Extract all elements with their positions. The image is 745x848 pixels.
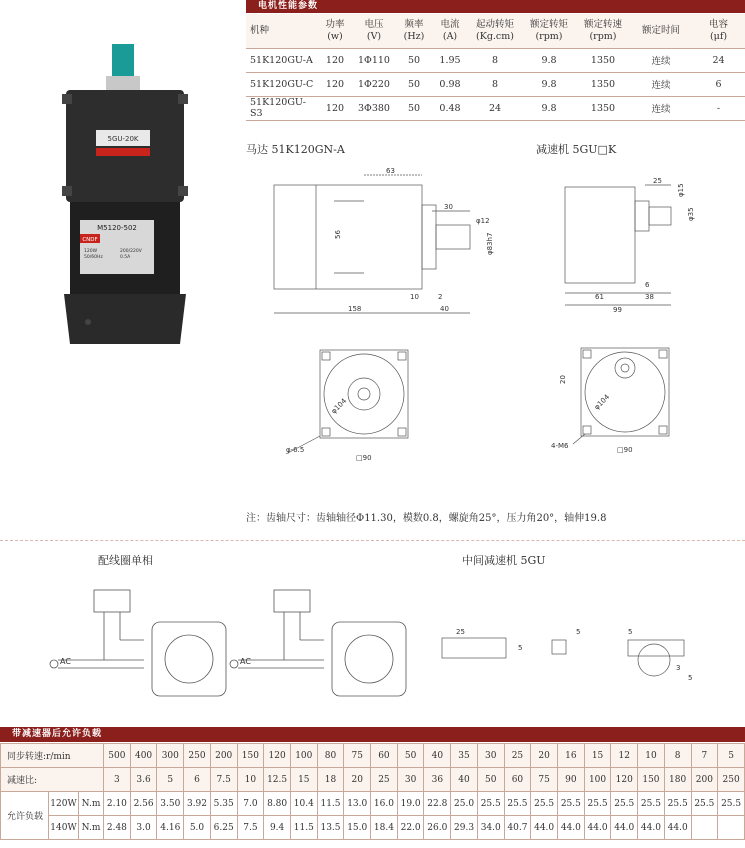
load-cell: 2.10 (104, 792, 131, 816)
speed-cell: 40 (424, 744, 451, 768)
load-cell: 11.5 (317, 792, 344, 816)
ratio-cell: 7.5 (210, 768, 237, 792)
load-cell: 7.5 (237, 816, 264, 840)
svg-text:120W: 120W (84, 249, 98, 254)
load-cell: 44.0 (664, 816, 691, 840)
svg-text:AC: AC (60, 657, 71, 666)
ratio-cell: 250 (718, 768, 745, 792)
load-cell: 44.0 (584, 816, 611, 840)
load-cell: 25.5 (664, 792, 691, 816)
speed-cell: 75 (344, 744, 371, 768)
speed-cell: 20 (531, 744, 558, 768)
speed-cell: 150 (237, 744, 264, 768)
wiring-title: 配线圈单相 (98, 554, 153, 567)
speed-cell: 15 (584, 744, 611, 768)
load-cell: 29.3 (451, 816, 478, 840)
svg-text:5: 5 (688, 674, 693, 682)
mid-gearbox-title: 中间减速机 5GU (462, 554, 546, 567)
col-header: 机种 (246, 14, 318, 48)
svg-text:AC: AC (240, 657, 251, 666)
gearbox-drawing-title: 减速机 5GU□K (536, 143, 617, 156)
load-cell: 8.80 (264, 792, 291, 816)
svg-text:5: 5 (518, 644, 523, 652)
load-row-120w: 允许负载 120W N.m 2.10 2.56 3.50 3.92 5.35 7.0 8.80 10.4 11.5 13.0 16.0 19.0 22.8 25.0 25.5 25.5 25.5 25.5 25.5 25.5 25.5 25.5 25.5 25.5 (1, 792, 745, 816)
motor-label: M5120-502 (97, 224, 137, 232)
svg-text:56: 56 (334, 230, 342, 239)
speed-cell: 300 (157, 744, 184, 768)
load-cell: 40.7 (504, 816, 531, 840)
svg-text:20: 20 (559, 375, 567, 384)
svg-text:5: 5 (576, 628, 581, 636)
load-cell: 22.0 (397, 816, 424, 840)
gear-label: 5GU-20K (107, 135, 139, 143)
gearbox-side-drawing (555, 175, 705, 315)
load-cell: 13.5 (317, 816, 344, 840)
ratio-cell: 30 (397, 768, 424, 792)
load-cell: 13.0 (344, 792, 371, 816)
motor-side-drawing (260, 165, 500, 325)
load-cell (691, 816, 718, 840)
load-cell: 44.0 (638, 816, 665, 840)
ratio-cell: 50 (477, 768, 504, 792)
col-header: 频率 (Hz) (396, 14, 432, 48)
speed-cell: 60 (371, 744, 398, 768)
svg-text:□90: □90 (356, 454, 372, 462)
col-header: 电容 (μf) (692, 14, 745, 48)
performance-header: 电机性能参数 (246, 0, 745, 13)
load-cell: 25.5 (477, 792, 504, 816)
col-header: 功率 (w) (318, 14, 352, 48)
load-cell: 15.0 (344, 816, 371, 840)
speed-cell: 16 (557, 744, 584, 768)
speed-cell: 120 (264, 744, 291, 768)
svg-text:61: 61 (595, 293, 604, 301)
svg-text:30: 30 (444, 203, 453, 211)
load-cell: 25.5 (718, 792, 745, 816)
ratio-cell: 100 (584, 768, 611, 792)
load-cell: 18.4 (371, 816, 398, 840)
svg-text:50/60Hz: 50/60Hz (84, 255, 103, 260)
table-row: 51K120GU-A 120 1Φ110 50 1.95 8 9.8 1350 连续 24 (246, 48, 745, 72)
load-cell: 44.0 (557, 816, 584, 840)
load-cell: 25.5 (611, 792, 638, 816)
gearbox-front-drawing (545, 338, 705, 463)
svg-text:158: 158 (348, 305, 362, 313)
col-header: 电压 (V) (352, 14, 396, 48)
ratio-cell: 90 (557, 768, 584, 792)
motor-drawing-title: 马达 51K120GN-A (246, 143, 345, 156)
svg-text:10: 10 (410, 293, 419, 301)
speed-cell: 8 (664, 744, 691, 768)
svg-text:6: 6 (645, 281, 650, 289)
svg-text:φ104: φ104 (592, 393, 612, 412)
table-header-row (246, 14, 745, 48)
mid-gearbox-drawing (432, 610, 732, 690)
load-cell: 11.5 (290, 816, 317, 840)
speed-cell: 7 (691, 744, 718, 768)
ratio-cell: 12.5 (264, 768, 291, 792)
ratio-cell: 3.6 (130, 768, 157, 792)
load-cell: 22.8 (424, 792, 451, 816)
speed-cell: 25 (504, 744, 531, 768)
svg-text:φ12: φ12 (476, 217, 490, 225)
speed-cell: 12 (611, 744, 638, 768)
ratio-cell: 3 (104, 768, 131, 792)
speed-cell: 250 (184, 744, 211, 768)
col-header: 电流 (A) (432, 14, 468, 48)
ratio-cell: 150 (638, 768, 665, 792)
ratio-cell: 25 (371, 768, 398, 792)
col-header: 额定时间 (630, 14, 692, 48)
wiring-diagram (44, 580, 424, 700)
svg-text:φ35: φ35 (687, 207, 695, 221)
load-cell: 9.4 (264, 816, 291, 840)
ratio-cell: 18 (317, 768, 344, 792)
speed-cell: 50 (397, 744, 424, 768)
load-row-140w: 140W N.m 2.48 3.0 4.16 5.0 6.25 7.5 9.4 11.5 13.5 15.0 18.4 22.0 26.0 29.3 34.0 40.7 44.0 44.0 44.0 44.0 44.0 44.0 (1, 816, 745, 840)
table-row: 51K120GU-C 120 1Φ220 50 0.98 8 9.8 1350 连续 6 (246, 72, 745, 96)
ratio-cell: 60 (504, 768, 531, 792)
ratio-cell: 6 (184, 768, 211, 792)
load-cell: 5.0 (184, 816, 211, 840)
ratio-cell: 40 (451, 768, 478, 792)
load-cell: 7.0 (237, 792, 264, 816)
load-cell: 25.5 (504, 792, 531, 816)
load-cell: 2.56 (130, 792, 157, 816)
load-cell: 3.92 (184, 792, 211, 816)
load-cell: 5.35 (210, 792, 237, 816)
svg-text:3: 3 (676, 664, 681, 672)
svg-text:□90: □90 (617, 446, 633, 454)
load-label: 允许负载 (1, 792, 49, 840)
svg-text:25: 25 (653, 177, 662, 185)
svg-text:φ-6.5: φ-6.5 (286, 446, 305, 454)
section-divider (0, 540, 745, 541)
fan-cover (64, 294, 186, 344)
ratio-label: 减速比: (1, 768, 104, 792)
col-header: 额定转矩 (rpm) (522, 14, 576, 48)
load-cell: 3.0 (130, 816, 157, 840)
ratio-row (1, 768, 745, 792)
speed-cell: 35 (451, 744, 478, 768)
load-cell: 25.5 (557, 792, 584, 816)
speed-cell: 400 (130, 744, 157, 768)
speed-cell: 30 (477, 744, 504, 768)
svg-text:φ83h7: φ83h7 (486, 232, 494, 255)
ratio-cell: 200 (691, 768, 718, 792)
shaft-cap (112, 44, 134, 80)
load-cell: 25.0 (451, 792, 478, 816)
svg-text:5: 5 (628, 628, 633, 636)
svg-text:63: 63 (386, 167, 395, 175)
load-cell: 3.50 (157, 792, 184, 816)
brand-label: CNDF (82, 237, 98, 243)
speed-cell: 10 (638, 744, 665, 768)
ratio-cell: 75 (531, 768, 558, 792)
speed-cell: 80 (317, 744, 344, 768)
load-cell: 4.16 (157, 816, 184, 840)
svg-text:2: 2 (438, 293, 443, 301)
ratio-cell: 180 (664, 768, 691, 792)
load-cell: 26.0 (424, 816, 451, 840)
speed-row (1, 744, 745, 768)
ratio-cell: 10 (237, 768, 264, 792)
load-cell (718, 816, 745, 840)
load-cell: 19.0 (397, 792, 424, 816)
speed-cell: 500 (104, 744, 131, 768)
load-cell: 25.5 (584, 792, 611, 816)
load-cell: 16.0 (371, 792, 398, 816)
svg-text:38: 38 (645, 293, 654, 301)
load-cell: 25.5 (638, 792, 665, 816)
col-header: 额定转速 (rpm) (576, 14, 630, 48)
svg-text:4-M6: 4-M6 (551, 442, 569, 450)
load-table-header: 带减速器后允许负载 (0, 727, 745, 742)
svg-text:99: 99 (613, 306, 622, 314)
speed-cell: 200 (210, 744, 237, 768)
speed-label: 同步转速:r/min (1, 744, 104, 768)
performance-table (246, 14, 745, 121)
ratio-cell: 5 (157, 768, 184, 792)
load-cell: 25.5 (691, 792, 718, 816)
svg-text:φ15: φ15 (677, 183, 685, 197)
ratio-cell: 120 (611, 768, 638, 792)
svg-text:200/220V: 200/220V (120, 249, 142, 254)
load-cell: 10.4 (290, 792, 317, 816)
svg-text:0.5A: 0.5A (120, 255, 131, 260)
load-table (0, 743, 745, 840)
load-cell: 25.5 (531, 792, 558, 816)
load-cell: 2.48 (104, 816, 131, 840)
svg-text:φ104: φ104 (329, 397, 349, 416)
speed-cell: 5 (718, 744, 745, 768)
table-row: 51K120GU-S3 120 3Φ380 50 0.48 24 9.8 1350 连续 - (246, 96, 745, 120)
ratio-cell: 20 (344, 768, 371, 792)
load-cell: 44.0 (611, 816, 638, 840)
motor-photo (60, 44, 190, 344)
svg-text:40: 40 (440, 305, 449, 313)
load-cell: 44.0 (531, 816, 558, 840)
ratio-cell: 15 (290, 768, 317, 792)
speed-cell: 100 (290, 744, 317, 768)
load-cell: 6.25 (210, 816, 237, 840)
col-header: 起动转矩 (Kg.cm) (468, 14, 522, 48)
load-cell: 34.0 (477, 816, 504, 840)
ratio-cell: 36 (424, 768, 451, 792)
gear-shaft-note: 注：齿轴尺寸：齿轴轴径Φ11.30，模数0.8，螺旋角25°，压力角20°，轴伸19.8 (246, 513, 607, 524)
svg-text:25: 25 (456, 628, 465, 636)
motor-front-drawing (280, 340, 420, 465)
